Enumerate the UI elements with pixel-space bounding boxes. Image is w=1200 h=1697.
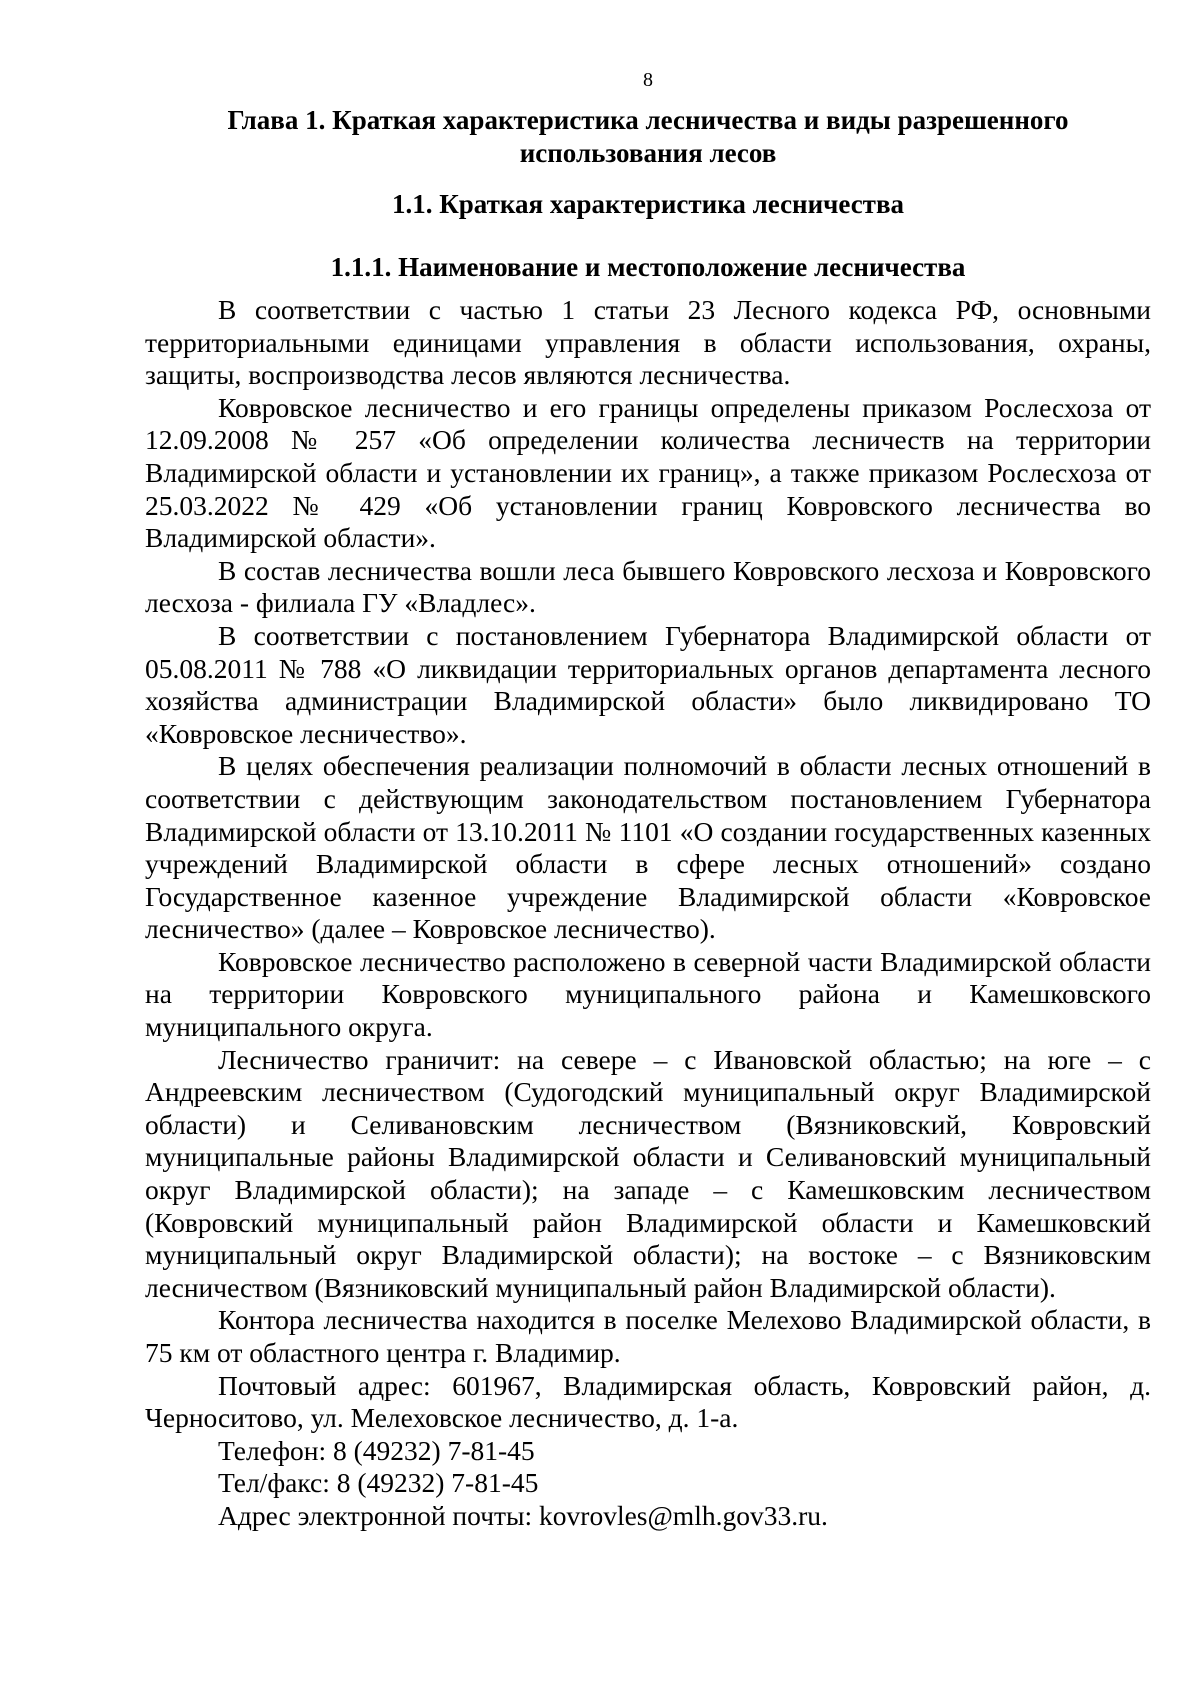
paragraph: Ковровское лесничество расположено в северной части Владимирской области на территории Ковровского муниципального района и Камешковского муниципального округа. [145,945,1151,1043]
paragraph: В соответствии с постановлением Губернатора Владимирской области от 05.08.2011 № 788 «О ликвидации территориальных органов департамента лесного хозяйства администрации Владимирской области» было ликвидировано ТО «Ковровское лесничество». [145,619,1151,749]
paragraph: В целях обеспечения реализации полномочий в области лесных отношений в соответствии с действующим законодательством постановлением Губернатора Владимирской области от 13.10.2011 № 1101 «О создании государственных казенных учреждений Владимирской области в сфере лесных отношений» создано Государственное казенное учреждение Владимирской области «Ковровское лесничество» (далее – Ковровское лесничество). [145,750,1151,945]
email-line: Адрес электронной почты: kovrovles@mlh.gov33.ru. [218,1499,828,1531]
document-page [145,68,1151,1533]
fax-line: Тел/факс: 8 (49232) 7-81-45 [218,1467,539,1499]
paragraph: Контора лесничества находится в поселке Мелехово Владимирской области, в 75 км от областного центра г. Владимир. [145,1304,1151,1368]
paragraph: Лесничество граничит: на севере – с Ивановской областью; на юге – с Андреевским лесничеством (Судогодский муниципальный округ Владимирской области) и Селивановским лесничеством (Вязниковский, Ковровский муниципальные районы Владимирской области и Селивановский муниципальный округ Владимирской области); на западе – с Камешковским лесничеством (Ковровский муниципальный район Владимирской области и Камешковский муниципальный округ Владимирской области); на востоке – с Вязниковским лесничеством (Вязниковский муниципальный район Владимирской области). [145,1043,1151,1303]
subsection-title: 1.1.1. Наименование и местоположение лесничества [330,252,966,282]
paragraph: Ковровское лесничество и его границы определены приказом Рослесхоза от 12.09.2008 № 257 «Об определении количества лесничеств на территории Владимирской области и установлении их границ», а также приказом Рослесхоза от 25.03.2022 № 429 «Об установлении границ Ковровского лесничества во Владимирской области». [145,391,1151,554]
page-number: 8 [643,69,653,91]
phone-line: Телефон: 8 (49232) 7-81-45 [218,1434,535,1466]
chapter-title: Глава 1. Краткая характеристика лесничества и виды разрешенного использования лесов [227,105,1069,168]
paragraph: В состав лесничества вошли леса бывшего Ковровского лесхоза и Ковровского лесхоза - филиала ГУ «Владлес». [145,554,1151,619]
section-title: 1.1. Краткая характеристика лесничества [391,189,905,219]
paragraph: В соответствии с частью 1 статьи 23 Лесного кодекса РФ, основными территориальными единицами управления в области использования, охраны, защиты, воспроизводства лесов являются лесничества. [145,294,1151,391]
paragraph: Почтовый адрес: 601967, Владимирская область, Ковровский район, д. Черноситово, ул. Мелеховское лесничество, д. 1-а. [145,1369,1151,1434]
